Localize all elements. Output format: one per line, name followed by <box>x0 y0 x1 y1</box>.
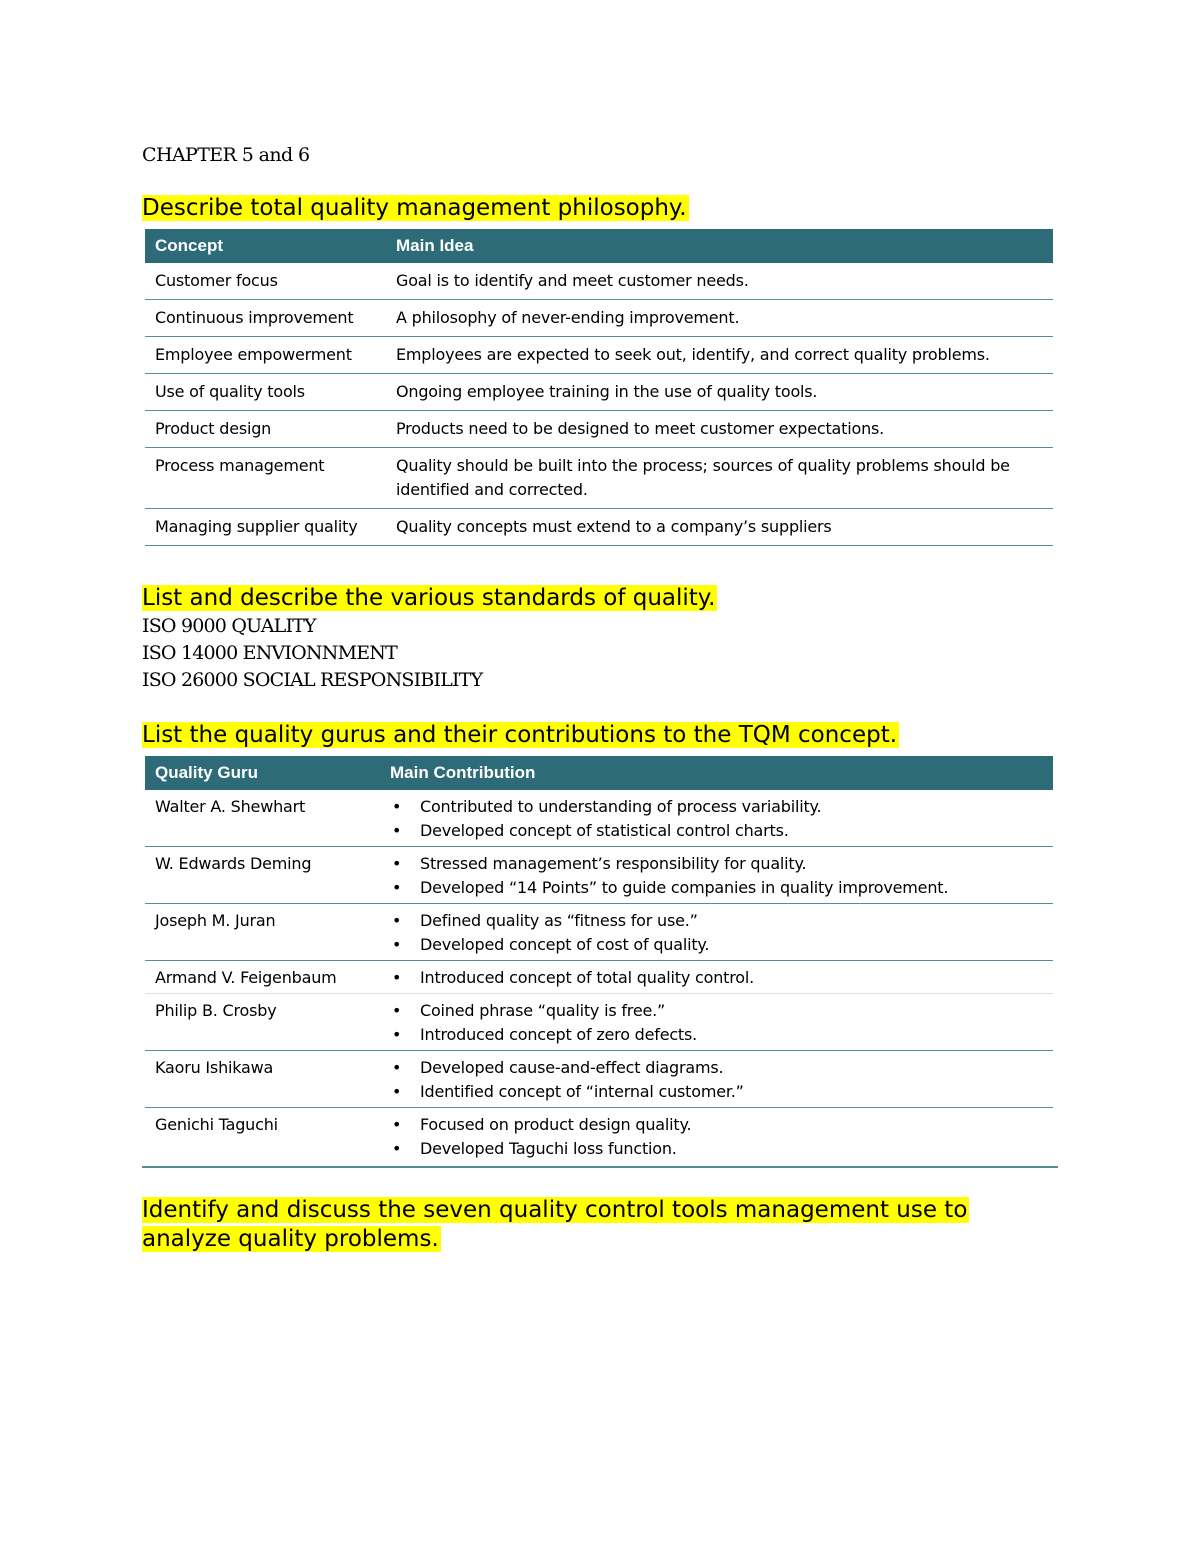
guru-name-cell: Armand V. Feigenbaum <box>145 961 380 994</box>
column-header-main-idea: Main Idea <box>386 229 1053 263</box>
table-row <box>145 411 1053 448</box>
contribution-item: • Identified concept of “internal customer.” <box>390 1080 1043 1104</box>
main-idea-cell: Quality should be built into the process; sources of quality problems should be identified and corrected. <box>386 448 1053 509</box>
table-row <box>145 509 1053 546</box>
standard-iso-26000: ISO 26000 SOCIAL RESPONSIBILITY <box>142 669 483 691</box>
column-header-concept: Concept <box>145 229 386 263</box>
contribution-item: • Developed concept of statistical control charts. <box>390 819 1043 843</box>
guru-name-cell: W. Edwards Deming <box>145 847 380 904</box>
question-tqm-philosophy <box>142 194 1062 223</box>
column-header-main-contribution: Main Contribution <box>380 756 1053 790</box>
contribution-item: • Developed concept of cost of quality. <box>390 933 1043 957</box>
main-idea-cell: Quality concepts must extend to a company’s suppliers <box>386 509 1053 546</box>
column-header-quality-guru: Quality Guru <box>145 756 380 790</box>
contribution-item: • Introduced concept of total quality control. <box>390 966 1043 990</box>
contribution-cell <box>380 961 1053 994</box>
document-page <box>142 140 1062 1254</box>
concept-cell: Use of quality tools <box>145 374 386 411</box>
table-row <box>145 790 1053 847</box>
table-row <box>145 1051 1053 1108</box>
concept-cell: Managing supplier quality <box>145 509 386 546</box>
table-row <box>145 337 1053 374</box>
highlighted-text: List the quality gurus and their contributions to the TQM concept. <box>142 722 898 748</box>
question-quality-tools <box>142 1196 1062 1254</box>
tqm-concepts-table <box>145 229 1053 546</box>
concept-cell: Process management <box>145 448 386 509</box>
highlighted-text: Identify and discuss the seven quality control tools management use to <box>142 1197 968 1223</box>
main-idea-cell: Products need to be designed to meet customer expectations. <box>386 411 1053 448</box>
contribution-cell <box>380 904 1053 961</box>
main-idea-cell: Ongoing employee training in the use of quality tools. <box>386 374 1053 411</box>
gurus-table-wrapper <box>142 756 1058 1168</box>
chapter-title: CHAPTER 5 and 6 <box>142 144 310 166</box>
table-header-row <box>145 229 1053 263</box>
contribution-item: • Focused on product design quality. <box>390 1113 1043 1137</box>
table-row <box>145 961 1053 994</box>
standard-iso-9000: ISO 9000 QUALITY <box>142 615 316 637</box>
contribution-item: • Developed Taguchi loss function. <box>390 1137 1043 1161</box>
contribution-item: • Stressed management’s responsibility for quality. <box>390 852 1043 876</box>
guru-name-cell: Genichi Taguchi <box>155 1115 278 1134</box>
contribution-item: • Contributed to understanding of process variability. <box>390 795 1043 819</box>
contribution-cell <box>380 847 1053 904</box>
quality-gurus-table <box>145 756 1053 1164</box>
contribution-item: • Introduced concept of zero defects. <box>390 1023 1043 1047</box>
guru-name-cell: Joseph M. Juran <box>145 904 380 961</box>
question-quality-standards <box>142 584 1062 613</box>
contribution-item: • Defined quality as “fitness for use.” <box>390 909 1043 933</box>
table-row <box>145 904 1053 961</box>
main-idea-cell: A philosophy of never-ending improvement. <box>386 300 1053 337</box>
standard-iso-14000: ISO 14000 ENVIONNMENT <box>142 642 397 664</box>
table-row <box>145 1108 1053 1165</box>
table-row <box>145 300 1053 337</box>
highlighted-text: Describe total quality management philosophy. <box>142 195 687 221</box>
table-row <box>145 263 1053 300</box>
table-row <box>145 448 1053 509</box>
main-idea-cell: Employees are expected to seek out, identify, and correct quality problems. <box>386 337 1053 374</box>
contribution-cell <box>380 1108 1053 1165</box>
guru-name-cell: Kaoru Ishikawa <box>145 1051 380 1108</box>
guru-name-cell: Philip B. Crosby <box>145 994 380 1051</box>
concept-cell: Customer focus <box>145 263 386 300</box>
main-idea-cell: Goal is to identify and meet customer needs. <box>386 263 1053 300</box>
table-header-row <box>145 756 1053 790</box>
contribution-cell <box>380 1051 1053 1108</box>
table-row <box>145 994 1053 1051</box>
highlighted-text: analyze quality problems. <box>142 1226 439 1252</box>
concept-cell: Continuous improvement <box>145 300 386 337</box>
highlighted-text: List and describe the various standards of quality. <box>142 585 716 611</box>
contribution-item: • Developed “14 Points” to guide companies in quality improvement. <box>390 876 1043 900</box>
guru-name-cell: Walter A. Shewhart <box>145 790 380 847</box>
concept-cell: Employee empowerment <box>145 337 386 374</box>
table-row <box>145 847 1053 904</box>
table-row <box>145 374 1053 411</box>
question-quality-gurus <box>142 721 1062 750</box>
contribution-item: • Coined phrase “quality is free.” <box>390 999 1043 1023</box>
contribution-cell <box>380 994 1053 1051</box>
contribution-cell <box>380 790 1053 847</box>
concept-cell: Product design <box>145 411 386 448</box>
contribution-item: • Developed cause-and-effect diagrams. <box>390 1056 1043 1080</box>
